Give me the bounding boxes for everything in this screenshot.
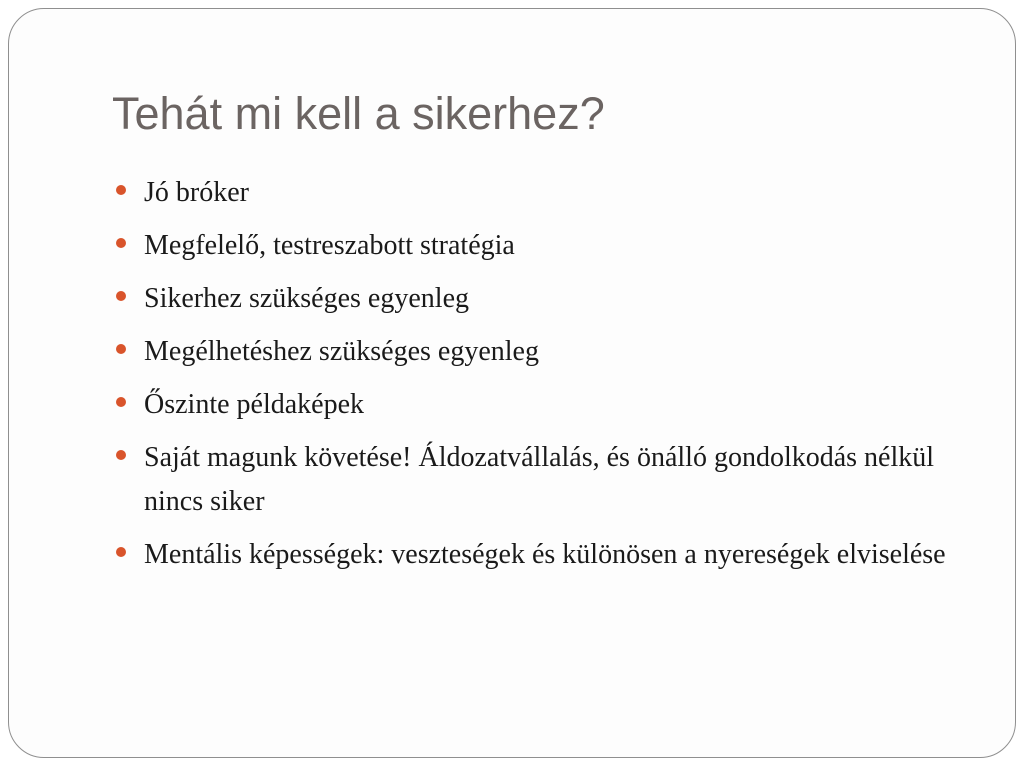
bullet-text: Őszinte példaképek [144, 389, 365, 420]
bullet-item [116, 436, 966, 524]
bullet-text: Megfelelő, testreszabott stratégia [144, 230, 515, 261]
bullet-dot-icon [116, 344, 126, 354]
bullet-item [116, 533, 966, 577]
bullet-dot-icon [116, 547, 126, 557]
bullet-text: Saját magunk követése! Áldozatvállalás, és önálló gondolkodás nélkül nincs siker [144, 442, 935, 517]
bullet-text: Sikerhez szükséges egyenleg [144, 283, 469, 314]
slide-title: Tehát mi kell a sikerhez? [112, 88, 605, 139]
bullet-text: Jó bróker [144, 177, 249, 208]
bullet-dot-icon [116, 185, 126, 195]
bullet-text: Megélhetéshez szükséges egyenleg [144, 336, 539, 367]
bullet-item [116, 383, 966, 427]
bullet-dot-icon [116, 238, 126, 248]
bullet-item [116, 171, 966, 215]
bullet-dot-icon [116, 450, 126, 460]
bullet-item [116, 330, 966, 374]
bullet-text: Mentális képességek: veszteségek és különösen a nyereségek elviselése [144, 539, 946, 570]
bullet-list [116, 171, 966, 586]
bullet-dot-icon [116, 397, 126, 407]
bullet-item [116, 277, 966, 321]
bullet-dot-icon [116, 291, 126, 301]
bullet-item [116, 224, 966, 268]
